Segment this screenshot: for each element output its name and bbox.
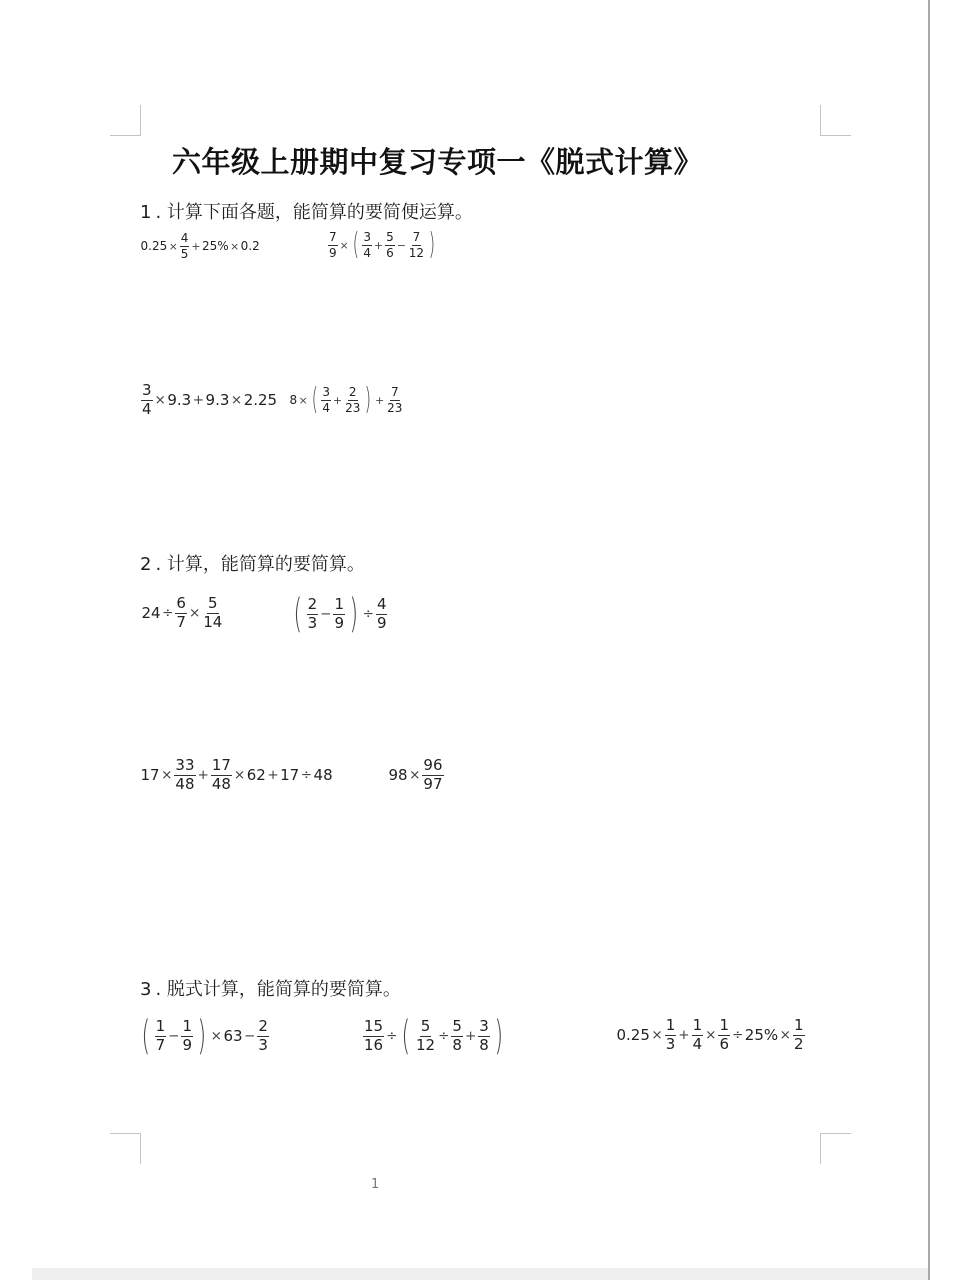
numerator: 7: [412, 229, 421, 244]
denominator: 7: [155, 1035, 166, 1054]
problem-3-3: [616, 1018, 806, 1053]
number: 17: [140, 766, 160, 785]
fraction: [328, 231, 338, 259]
right-paren: ): [365, 382, 372, 417]
numerator: 3: [363, 229, 372, 244]
times-sign: ×: [298, 393, 308, 407]
minus-sign: −: [320, 606, 332, 622]
denominator: 3: [258, 1035, 268, 1054]
section-number: 2: [140, 554, 152, 575]
divide-sign: ÷: [162, 605, 174, 622]
numerator: 17: [211, 756, 231, 774]
plus-sign: +: [197, 767, 209, 784]
number: 24: [141, 604, 161, 623]
section-instruction: 计算下面各题，能简算的要简便运算。: [166, 202, 473, 223]
problem-1-3: [140, 383, 278, 418]
left-paren: (: [401, 1013, 411, 1059]
times-sign: ×: [779, 1027, 791, 1044]
numerator: 33: [175, 756, 195, 774]
times-sign: ×: [154, 392, 166, 409]
problem-1-2: [327, 227, 438, 262]
left-paren: (: [141, 1013, 151, 1059]
number: 0.25: [616, 1026, 650, 1045]
denominator: 23: [387, 400, 403, 415]
numerator: 1: [665, 1016, 676, 1034]
section-2-heading: [140, 550, 365, 576]
numerator: 96: [423, 756, 443, 774]
fraction: [175, 596, 187, 631]
numerator: 5: [452, 1016, 462, 1035]
crop-mark-bottom-left: [110, 1133, 141, 1164]
plus-sign: +: [464, 1028, 477, 1044]
fraction: [692, 1018, 704, 1053]
numerator: 4: [180, 231, 189, 245]
divide-sign: ÷: [300, 767, 313, 784]
problem-3-2: [362, 1013, 506, 1059]
number: 17: [280, 766, 300, 785]
page-number: 1: [371, 1177, 380, 1192]
number: 0.2: [240, 239, 260, 254]
numerator: 1: [692, 1016, 703, 1034]
denominator: 4: [322, 400, 331, 415]
number: 25%: [201, 239, 229, 254]
denominator: 6: [719, 1034, 729, 1053]
crop-mark-top-right: [820, 105, 851, 136]
denominator: 4: [142, 399, 152, 418]
denominator: 16: [364, 1035, 384, 1054]
number: 9.3: [167, 391, 192, 410]
numerator: 3: [322, 384, 331, 399]
plus-sign: +: [678, 1027, 690, 1044]
fraction: [141, 383, 153, 418]
times-sign: ×: [409, 767, 421, 784]
denominator: 5: [180, 246, 189, 261]
left-paren: (: [293, 591, 303, 637]
divide-sign: ÷: [438, 1028, 450, 1044]
fraction: [333, 594, 345, 632]
denominator: 3: [307, 613, 318, 632]
denominator: 9: [182, 1035, 193, 1054]
plus-sign: +: [191, 239, 201, 253]
section-3-heading: [140, 975, 401, 1001]
numerator: 1: [182, 1016, 193, 1035]
denominator: 12: [416, 1035, 436, 1054]
number: 9.3: [205, 391, 230, 410]
times-sign: ×: [168, 239, 178, 253]
number: 48: [313, 766, 333, 785]
numerator: 3: [479, 1016, 489, 1035]
times-sign: ×: [705, 1027, 717, 1044]
denominator: 8: [452, 1035, 462, 1054]
plus-sign: +: [267, 767, 279, 784]
problem-1-4: [289, 382, 404, 417]
number: 2.25: [243, 391, 278, 410]
fraction: [408, 231, 425, 259]
denominator: 8: [479, 1035, 489, 1054]
fraction: [362, 231, 372, 259]
denominator: 9: [329, 245, 337, 260]
denominator: 97: [423, 774, 443, 793]
number: 25%: [744, 1026, 779, 1045]
times-sign: ×: [651, 1027, 663, 1044]
fraction: [211, 758, 232, 793]
denominator: 2: [793, 1034, 804, 1053]
denominator: 4: [363, 245, 372, 260]
times-sign: ×: [161, 767, 173, 784]
numerator: 1: [334, 594, 345, 613]
problem-2-1: [141, 596, 224, 631]
denominator: 48: [175, 774, 195, 793]
fraction: [718, 1018, 730, 1053]
divide-sign: ÷: [386, 1028, 398, 1044]
times-sign: ×: [230, 239, 240, 253]
times-sign: ×: [339, 238, 349, 252]
fraction: [257, 1016, 269, 1054]
fraction: [307, 594, 319, 632]
fraction: [321, 386, 331, 414]
problem-1-1: [140, 232, 260, 260]
numerator: 2: [258, 1016, 268, 1035]
numerator: 6: [176, 594, 186, 612]
denominator: 9: [376, 613, 387, 632]
numerator: 2: [307, 594, 318, 613]
number-dot: .: [155, 979, 162, 1000]
problem-2-2: [290, 591, 388, 637]
number: 0.25: [140, 239, 168, 254]
plus-sign: +: [333, 393, 343, 407]
fraction: [174, 758, 195, 793]
numerator: 1: [155, 1016, 166, 1035]
document-title: 六年级上册期中复习专项一《脱式计算》: [172, 145, 704, 179]
problem-2-3: [140, 758, 333, 793]
left-paren: (: [352, 227, 359, 262]
fraction: [363, 1016, 384, 1054]
page-gap-strip: [32, 1268, 928, 1280]
fraction: [180, 232, 190, 260]
divide-sign: ÷: [362, 606, 374, 622]
right-paren: ): [428, 227, 436, 262]
number-dot: .: [155, 554, 162, 575]
fraction: [386, 386, 403, 414]
fraction: [793, 1018, 805, 1053]
fraction: [478, 1016, 490, 1054]
minus-sign: −: [168, 1028, 180, 1044]
fraction: [376, 594, 388, 632]
divide-sign: ÷: [731, 1027, 744, 1044]
number: 98: [388, 766, 408, 785]
fraction: [155, 1016, 167, 1054]
fraction: [665, 1018, 677, 1053]
numerator: 1: [793, 1016, 804, 1034]
section-instruction: 计算，能简算的要简算。: [166, 554, 365, 575]
numerator: 15: [364, 1016, 384, 1035]
numerator: 1: [719, 1016, 729, 1034]
left-paren: (: [311, 382, 318, 417]
numerator: 3: [142, 381, 152, 399]
numerator: 5: [386, 229, 394, 244]
denominator: 3: [665, 1034, 676, 1053]
denominator: 6: [386, 245, 394, 260]
times-sign: ×: [188, 605, 201, 622]
number: 63: [223, 1027, 243, 1045]
problem-3-1: [138, 1013, 270, 1059]
section-number: 1: [140, 202, 152, 223]
crop-mark-bottom-right: [820, 1133, 851, 1164]
numerator: 2: [348, 384, 357, 399]
right-paren: ): [349, 591, 359, 637]
fraction: [344, 386, 361, 414]
denominator: 12: [408, 245, 425, 260]
fraction: [422, 758, 443, 793]
number: 62: [246, 766, 266, 785]
right-paren: ): [494, 1013, 503, 1059]
minus-sign: −: [396, 238, 406, 252]
numerator: 7: [390, 384, 399, 399]
denominator: 48: [211, 774, 231, 793]
numerator: 5: [208, 594, 218, 612]
section-instruction: 脱式计算，能简算的要简算。: [166, 979, 401, 1000]
number-dot: .: [155, 202, 162, 223]
fraction: [385, 231, 395, 259]
times-sign: ×: [210, 1028, 222, 1044]
fraction: [202, 596, 223, 631]
plus-sign: +: [374, 238, 384, 252]
section-number: 3: [140, 979, 152, 1000]
section-1-heading: [140, 198, 473, 224]
denominator: 4: [692, 1034, 703, 1053]
right-paren: ): [197, 1013, 207, 1059]
denominator: 23: [345, 400, 361, 415]
fraction: [415, 1016, 436, 1054]
minus-sign: −: [244, 1028, 256, 1044]
number: 8: [289, 393, 298, 407]
problem-2-4: [388, 758, 445, 793]
numerator: 5: [420, 1016, 431, 1035]
denominator: 9: [334, 613, 345, 632]
plus-sign: +: [375, 393, 385, 407]
times-sign: ×: [230, 392, 243, 409]
plus-sign: +: [192, 392, 205, 409]
fraction: [181, 1016, 193, 1054]
denominator: 14: [203, 612, 223, 631]
crop-mark-top-left: [110, 105, 141, 136]
page-edge-divider: [928, 0, 930, 1280]
denominator: 7: [176, 612, 186, 631]
numerator: 4: [376, 594, 387, 613]
times-sign: ×: [233, 767, 246, 784]
numerator: 7: [329, 229, 337, 244]
fraction: [451, 1016, 463, 1054]
